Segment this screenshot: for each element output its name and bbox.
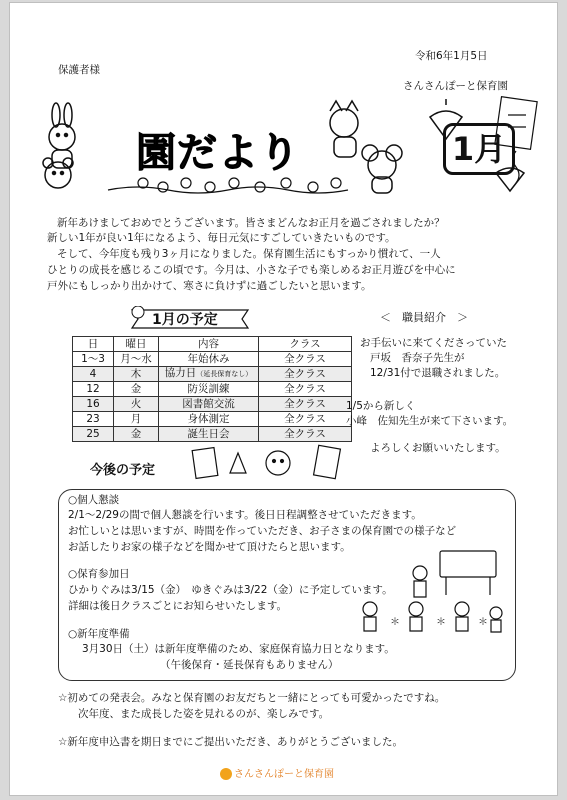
cell: 23 xyxy=(73,412,114,427)
table-row xyxy=(73,382,352,397)
schedule-banner xyxy=(130,306,252,332)
staff-line-4: 1/5から新しく xyxy=(346,400,416,412)
cell: 12 xyxy=(73,382,114,397)
participation-line-2: 詳細は後日クラスごとにお知らせいたします。 xyxy=(68,600,288,612)
table-row xyxy=(73,367,352,382)
cell: 金 xyxy=(114,427,159,442)
sun-logo-icon xyxy=(220,768,232,780)
mouse-illustration xyxy=(362,145,402,193)
new-year-toys-illustration xyxy=(190,443,350,483)
intro-line-4: ひとりの成長を感じるこの頃です。今月は、小さな子でも楽しめるお正月遊びを中心に xyxy=(47,264,456,276)
col-header-content: 内容 xyxy=(159,337,259,352)
note-line-2: 次年度、また成長した姿を見れるのが、楽しみです。 xyxy=(78,708,330,720)
staff-line-6: よろしくお願いいたします。 xyxy=(370,442,506,454)
cell: 全クラス xyxy=(259,352,352,367)
cell: 4 xyxy=(73,367,114,382)
addressee: 保護者様 xyxy=(58,64,100,76)
table-header-row xyxy=(73,337,352,352)
staff-line-1: お手伝いに来てくださっていた xyxy=(360,337,507,349)
card-icon xyxy=(314,445,341,478)
cell: 年始休み xyxy=(159,352,259,367)
cat-illustration xyxy=(330,101,358,157)
month-badge: 1月 xyxy=(443,123,515,175)
cell: 全クラス xyxy=(259,397,352,412)
table-row xyxy=(73,412,352,427)
section-title-interviews: ○個人懇談 xyxy=(68,494,120,506)
cell: 全クラス xyxy=(259,367,352,382)
kite-icon xyxy=(192,448,218,479)
cell: 月 xyxy=(114,412,159,427)
children-illustration xyxy=(350,543,510,638)
intro-line-2: 新しい1年が良い1年になるよう、毎日元気にすごしていきたいものです。 xyxy=(47,232,396,244)
cell: 金 xyxy=(114,382,159,397)
cell: 16 xyxy=(73,397,114,412)
intro-line-5: 戸外にもしっかり出かけて、寒さに負けずに過ごしたいと思います。 xyxy=(47,280,372,292)
interviews-line-2: お忙しいとは思いますが、時間を作っていただき、お子さまの保育園での様子など xyxy=(68,525,457,537)
staff-line-5: 小峰 佐知先生が来て下さいます。 xyxy=(346,415,514,427)
interviews-line-1: 2/1～2/29の間で個人懇談を行います。後日日程調整させていただきます。 xyxy=(68,509,422,521)
col-header-day: 日 xyxy=(73,337,114,352)
svg-text:＊: ＊ xyxy=(478,617,488,628)
footer-logo-text: さんさんぽーと保育園 xyxy=(234,769,334,780)
cell: 全クラス xyxy=(259,427,352,442)
cell: 火 xyxy=(114,397,159,412)
cell xyxy=(159,367,259,382)
table-row xyxy=(73,397,352,412)
future-heading: 今後の予定 xyxy=(90,463,156,478)
schedule-heading: 1月の予定 xyxy=(152,312,218,328)
table-row xyxy=(73,427,352,442)
cell: 誕生日会 xyxy=(159,427,259,442)
flower-garland xyxy=(108,178,348,193)
newsletter-title-box xyxy=(136,117,306,177)
svg-text:＊: ＊ xyxy=(390,617,400,628)
new-year-prep-line-2: （午後保育・延長保育もありません） xyxy=(160,659,339,671)
staff-heading: ＜ 職員紹介 ＞ xyxy=(380,311,468,324)
cell: 全クラス xyxy=(259,382,352,397)
daruma-icon xyxy=(266,451,290,475)
issue-date: 令和6年1月5日 xyxy=(415,50,488,62)
interviews-line-3: お話したりお家の様子などを聞かせて頂けたらと思います。 xyxy=(68,541,351,553)
bear-illustration xyxy=(43,158,73,188)
staff-line-2: 戸坂 香奈子先生が xyxy=(370,352,465,364)
newsletter-title: 園だより xyxy=(136,130,300,176)
cell: 木 xyxy=(114,367,159,382)
cell: 全クラス xyxy=(259,412,352,427)
footer-logo xyxy=(220,765,334,780)
shuttlecock-icon xyxy=(230,453,246,473)
new-year-prep-line-1: 3月30日（土）は新年度準備のため、家庭保育協力日となります。 xyxy=(82,643,395,655)
cell-note: （延長保育なし） xyxy=(196,370,253,378)
cell-text: 協力日 xyxy=(164,367,197,379)
col-header-weekday: 曜日 xyxy=(114,337,159,352)
sender-name: さんさんぽーと保育園 xyxy=(403,80,508,92)
section-title-participation: ○保育参加日 xyxy=(68,568,130,580)
table-row xyxy=(73,352,352,367)
col-header-class: クラス xyxy=(259,337,352,352)
participation-line-1: ひかりぐみは3/15（金） ゆきぐみは3/22（金）に予定しています。 xyxy=(68,584,393,596)
table-icon xyxy=(440,551,496,577)
schedule-table xyxy=(72,336,352,442)
cell: 1～3 xyxy=(73,352,114,367)
cell: 25 xyxy=(73,427,114,442)
cell: 防災訓練 xyxy=(159,382,259,397)
svg-text:＊: ＊ xyxy=(436,617,446,628)
cell: 身体測定 xyxy=(159,412,259,427)
section-title-new-year-prep: ○新年度準備 xyxy=(68,628,130,640)
intro-line-3: そして、今年度も残り3ヶ月になりました。保育園生活にもすっかり慣れて、一人 xyxy=(57,248,441,260)
newsletter-page xyxy=(9,2,558,796)
cell: 月～水 xyxy=(114,352,159,367)
staff-line-3: 12/31付で退職されました。 xyxy=(370,367,506,379)
note-line-3: ☆新年度申込書を期日までにご提出いただき、ありがとうございました。 xyxy=(58,736,403,748)
cell: 図書館交流 xyxy=(159,397,259,412)
intro-line-1: 新年あけましておめでとうございます。皆さまどんなお正月を過ごされましたか？ xyxy=(57,217,445,229)
note-line-1: ☆初めての発表会。みなと保育園のお友だちと一緒にとっても可愛かったですね。 xyxy=(58,692,446,704)
